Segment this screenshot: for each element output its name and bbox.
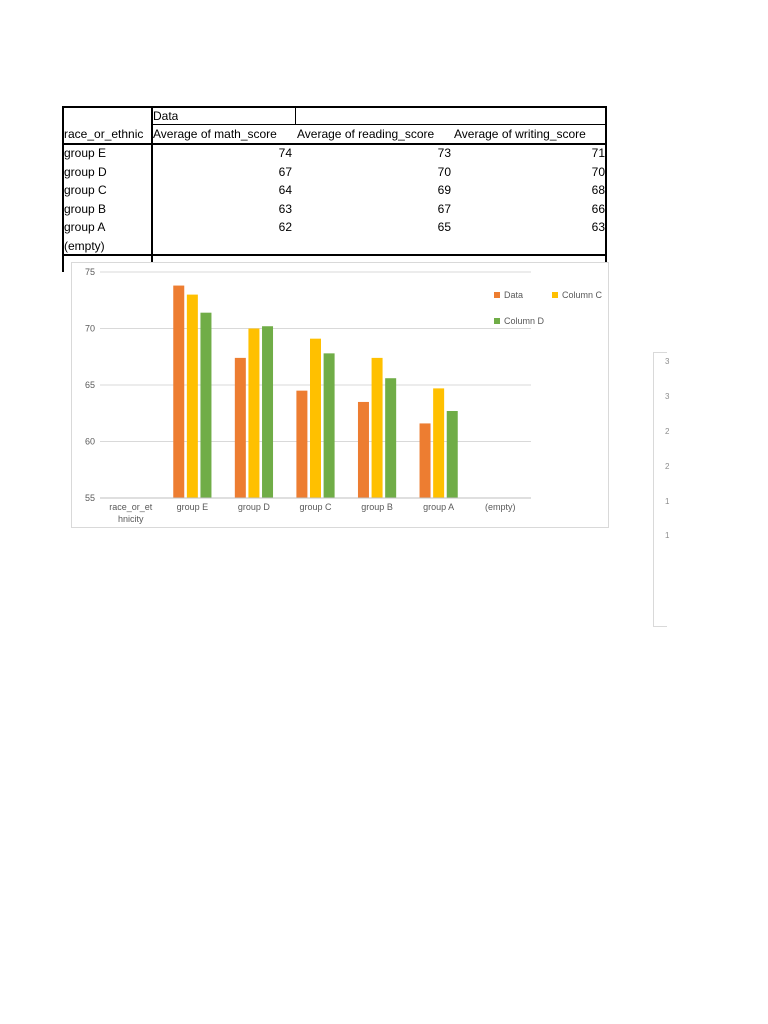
x-tick-label: group A bbox=[423, 502, 455, 512]
bar-column-c bbox=[187, 295, 198, 498]
legend-swatch bbox=[494, 318, 500, 324]
bar-data bbox=[173, 286, 184, 498]
row-label: group E bbox=[64, 146, 107, 160]
y-tick-label: 55 bbox=[84, 493, 95, 503]
table-cell: 74 bbox=[278, 146, 292, 160]
column-header: Average of math_score bbox=[153, 127, 277, 141]
table-cell: 71 bbox=[591, 146, 605, 160]
row-label: group C bbox=[64, 183, 107, 197]
bar-column-c bbox=[433, 388, 444, 498]
bar-column-c bbox=[248, 329, 259, 499]
column-header: Average of reading_score bbox=[297, 127, 435, 141]
row-label: group D bbox=[64, 164, 107, 179]
table-cell: 63 bbox=[591, 220, 605, 234]
y-tick-label: 60 bbox=[84, 436, 95, 447]
y-tick-label: 65 bbox=[84, 380, 95, 390]
x-tick-label: group B bbox=[361, 502, 393, 512]
bar-column-d bbox=[324, 353, 335, 498]
bar-column-d bbox=[200, 313, 211, 498]
row-header: race_or_ethnic bbox=[64, 127, 144, 141]
axis-tick-label: 2 bbox=[665, 427, 670, 436]
table-cell: 64 bbox=[278, 183, 292, 197]
row-label: group A bbox=[64, 220, 106, 234]
x-tick-label: group E bbox=[176, 502, 209, 512]
bar-column-c bbox=[372, 358, 383, 498]
pivot-table bbox=[62, 106, 607, 272]
table-cell: 65 bbox=[437, 220, 451, 234]
table-divider bbox=[64, 254, 607, 256]
legend-swatch bbox=[494, 292, 500, 298]
table-divider bbox=[151, 124, 607, 125]
legend-label: Column C bbox=[562, 290, 603, 300]
x-tick-label: race_or_et hnicity bbox=[109, 502, 153, 524]
bar-column-d bbox=[262, 326, 273, 498]
table-cell: 70 bbox=[437, 164, 451, 179]
axis-tick-label: 1 bbox=[665, 497, 670, 506]
table-cell: 63 bbox=[278, 201, 292, 216]
table-divider bbox=[295, 108, 296, 125]
x-tick-label: group D bbox=[237, 502, 270, 512]
row-label: group B bbox=[64, 201, 107, 216]
bar-data bbox=[296, 391, 307, 498]
axis-tick-label: 2 bbox=[665, 462, 670, 471]
table-cell: 69 bbox=[437, 183, 451, 197]
table-cell: 66 bbox=[591, 201, 605, 216]
x-tick-label: group C bbox=[299, 502, 332, 512]
table-cell: 73 bbox=[437, 146, 451, 160]
adjacent-chart-edge bbox=[653, 352, 670, 627]
bar-data bbox=[235, 358, 246, 498]
x-tick-label: (empty) bbox=[484, 502, 516, 512]
table-cell: 67 bbox=[437, 201, 451, 216]
y-tick-label: 75 bbox=[84, 267, 95, 277]
bar-chart bbox=[72, 263, 610, 529]
legend-label: Data bbox=[504, 290, 524, 300]
legend-swatch bbox=[552, 292, 558, 298]
table-cell: 68 bbox=[591, 183, 605, 197]
y-tick-label: 70 bbox=[84, 323, 95, 334]
bar-column-c bbox=[310, 339, 321, 498]
bar-data bbox=[358, 402, 369, 498]
row-label: (empty) bbox=[64, 238, 105, 253]
legend-label: Column D bbox=[504, 316, 545, 326]
bar-column-d bbox=[385, 378, 396, 498]
column-header: Average of writing_score bbox=[454, 127, 586, 141]
table-cell: 70 bbox=[591, 164, 605, 179]
bar-data bbox=[420, 423, 431, 498]
axis-tick-label: 3 bbox=[665, 357, 670, 366]
bar-column-d bbox=[447, 411, 458, 498]
table-cell: 62 bbox=[278, 220, 292, 234]
axis-tick-label: 1 bbox=[665, 531, 670, 540]
pivot-data-header: Data bbox=[153, 109, 179, 123]
axis-tick-label: 3 bbox=[665, 392, 670, 401]
chart-area[interactable] bbox=[71, 262, 609, 528]
table-cell: 67 bbox=[278, 164, 292, 179]
